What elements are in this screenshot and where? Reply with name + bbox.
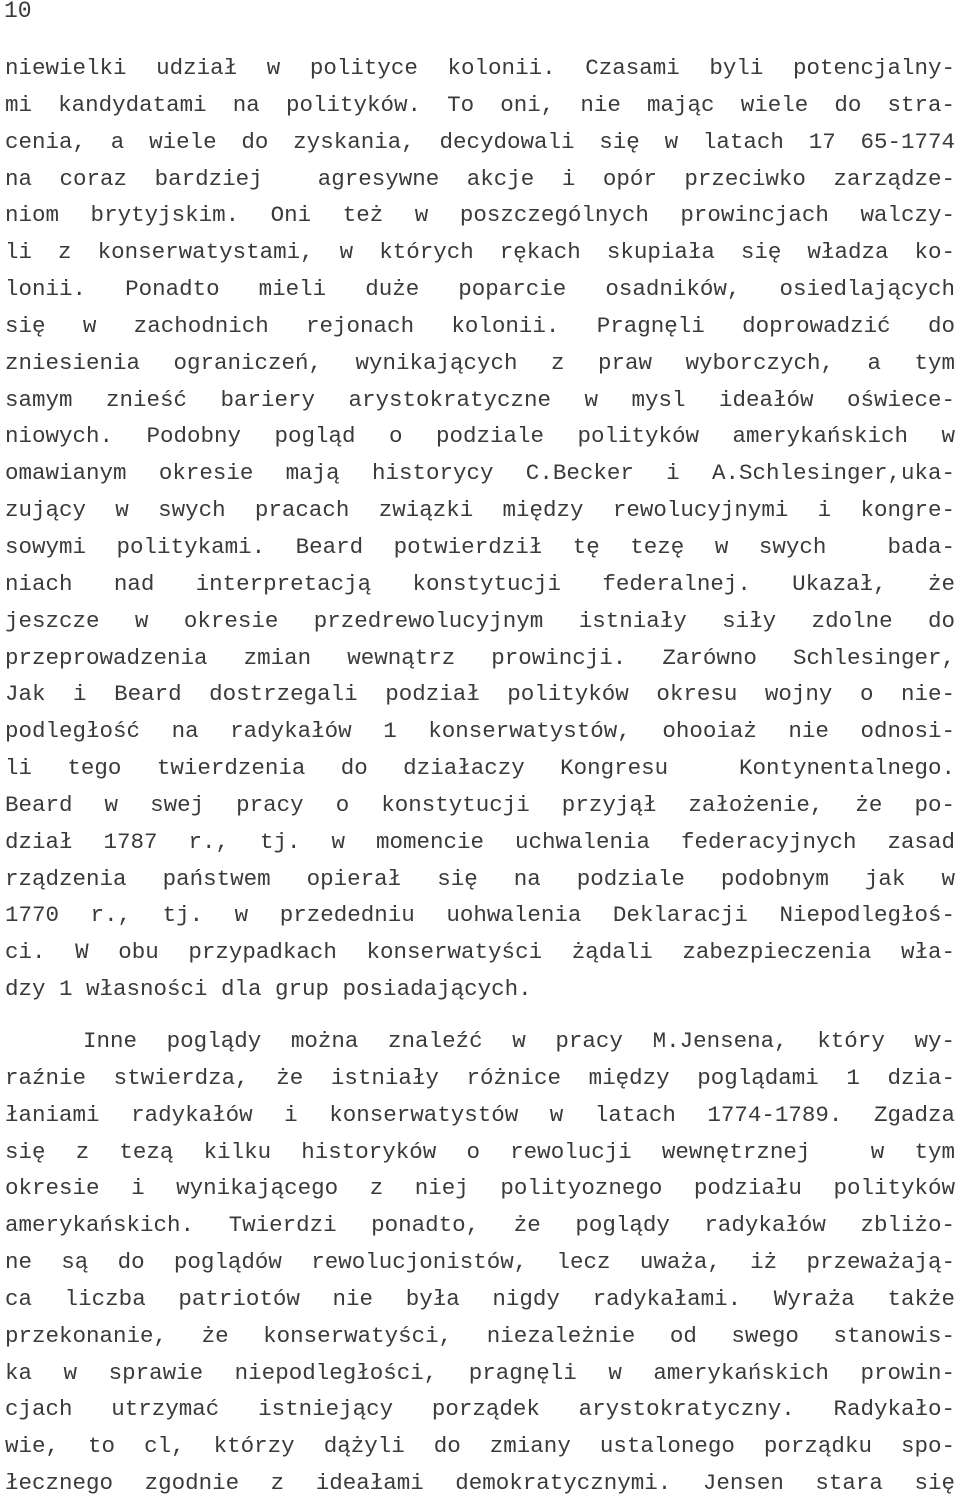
text-line: łaniami radykałów i konserwatystów w latach 1774-1789. Zgadza [5, 1101, 955, 1128]
text-line: zniesienia ograniczeń, wynikających z praw wyborczych, a tym [5, 349, 955, 376]
text-line: rządzenia państwem opierał się na podziale podobnym jak w [5, 865, 955, 892]
text-line: okresie i wynikającego z niej polityoznego podziału polityków [5, 1175, 955, 1202]
text-line: sowymi politykami. Beard potwierdził tę tezę w swych bada- [5, 533, 955, 560]
text-line: ka w sprawie niepodległości, pragnęli w amerykańskich prowin- [5, 1359, 955, 1386]
text-line: omawianym okresie mają historycy C.Becker i A.Schlesinger,uka- [5, 460, 955, 487]
text-line: amerykańskich. Twierdzi ponadto, że poglądy radykałów zbliżo- [5, 1212, 955, 1239]
text-line: niewielki udział w polityce kolonii. Czasami byli potencjalny- [5, 55, 955, 81]
text-line: li z konserwatystami, w których rękach skupiała się władza ko- [5, 239, 955, 266]
text-line: ne są do poglądów rewolucjonistów, lecz uważa, iż przeważają- [5, 1249, 955, 1276]
text-line: samym znieść bariery arystokratyczne w mysl ideałów oświece- [5, 386, 955, 413]
text-line: łecznego zgodnie z ideałami demokratycznymi. Jensen stara się [5, 1470, 955, 1497]
paragraph-1 [5, 50, 955, 1008]
text-line: niom brytyjskim. Oni też w poszczególnych prowincjach walczy- [5, 202, 955, 229]
page-number: 10 [4, 0, 32, 24]
text-line: przekonanie, że konserwatyści, niezależnie od swego stanowis- [5, 1322, 955, 1349]
text-line: wie, to cl, którzy dążyli do zmiany ustalonego porządku spo- [5, 1433, 955, 1460]
text-line: ca liczba patriotów nie była nigdy radykałami. Wyraża także [5, 1285, 955, 1312]
text-line: dział 1787 r., tj. w momencie uchwalenia federacyjnych zasad [5, 828, 955, 855]
text-line: lonii. Ponadto mieli duże poparcie osadników, osiedlających [5, 276, 955, 303]
text-line: Jak i Beard dostrzegali podział polityków okresu wojny o nie- [5, 681, 955, 708]
text-line: niach nad interpretacją konstytucji federalnej. Ukazał, że [5, 570, 955, 597]
text-line: się z tezą kilku historyków o rewolucji wewnętrznej w tym [5, 1138, 955, 1165]
text-line: ci. W obu przypadkach konserwatyści żądali zabezpieczenia wła- [5, 939, 955, 966]
text-line: raźnie stwierdza, że istniały różnice między poglądami 1 dzia- [5, 1064, 955, 1091]
text-line: Beard w swej pracy o konstytucji przyjął założenie, że po- [5, 791, 955, 818]
text-line: jeszcze w okresie przedrewolucyjnym istniały siły zdolne do [5, 607, 955, 634]
text-line: podległość na radykałów 1 konserwatystów, ohooiaż nie odnosi- [5, 718, 955, 745]
text-line: mi kandydatami na polityków. To oni, nie mając wiele do stra- [5, 91, 955, 118]
text-line: 1770 r., tj. w przededniu uohwalenia Deklaracji Niepodległoś- [5, 902, 955, 929]
text-line: Inne poglądy można znaleźć w pracy M.Jensena, który wy- [83, 1028, 955, 1054]
text-line: na coraz bardziej agresywne akcje i opór przeciwko zarządze- [5, 165, 955, 192]
text-line: się w zachodnich rejonach kolonii. Pragnęli doprowadzić do [5, 312, 955, 339]
text-line: cjach utrzymać istniejący porządek arystokratyczny. Radykało- [5, 1396, 955, 1423]
text-line: niowych. Podobny pogląd o podziale polityków amerykańskich w [5, 423, 955, 450]
text-line: przeprowadzenia zmian wewnątrz prowincji. Zarówno Schlesinger, [5, 644, 955, 671]
text-line: zujący w swych pracach związki między rewolucyjnymi i kongre- [5, 497, 955, 524]
text-line: cenia, a wiele do zyskania, decydowali się w latach 17 65-1774 [5, 128, 955, 155]
text-line: dzy 1 własności dla grup posiadających. [5, 976, 532, 1003]
text-line: li tego twierdzenia do działaczy Kongresu Kontynentalnego. [5, 755, 955, 782]
paragraph-2 [5, 1023, 955, 1502]
